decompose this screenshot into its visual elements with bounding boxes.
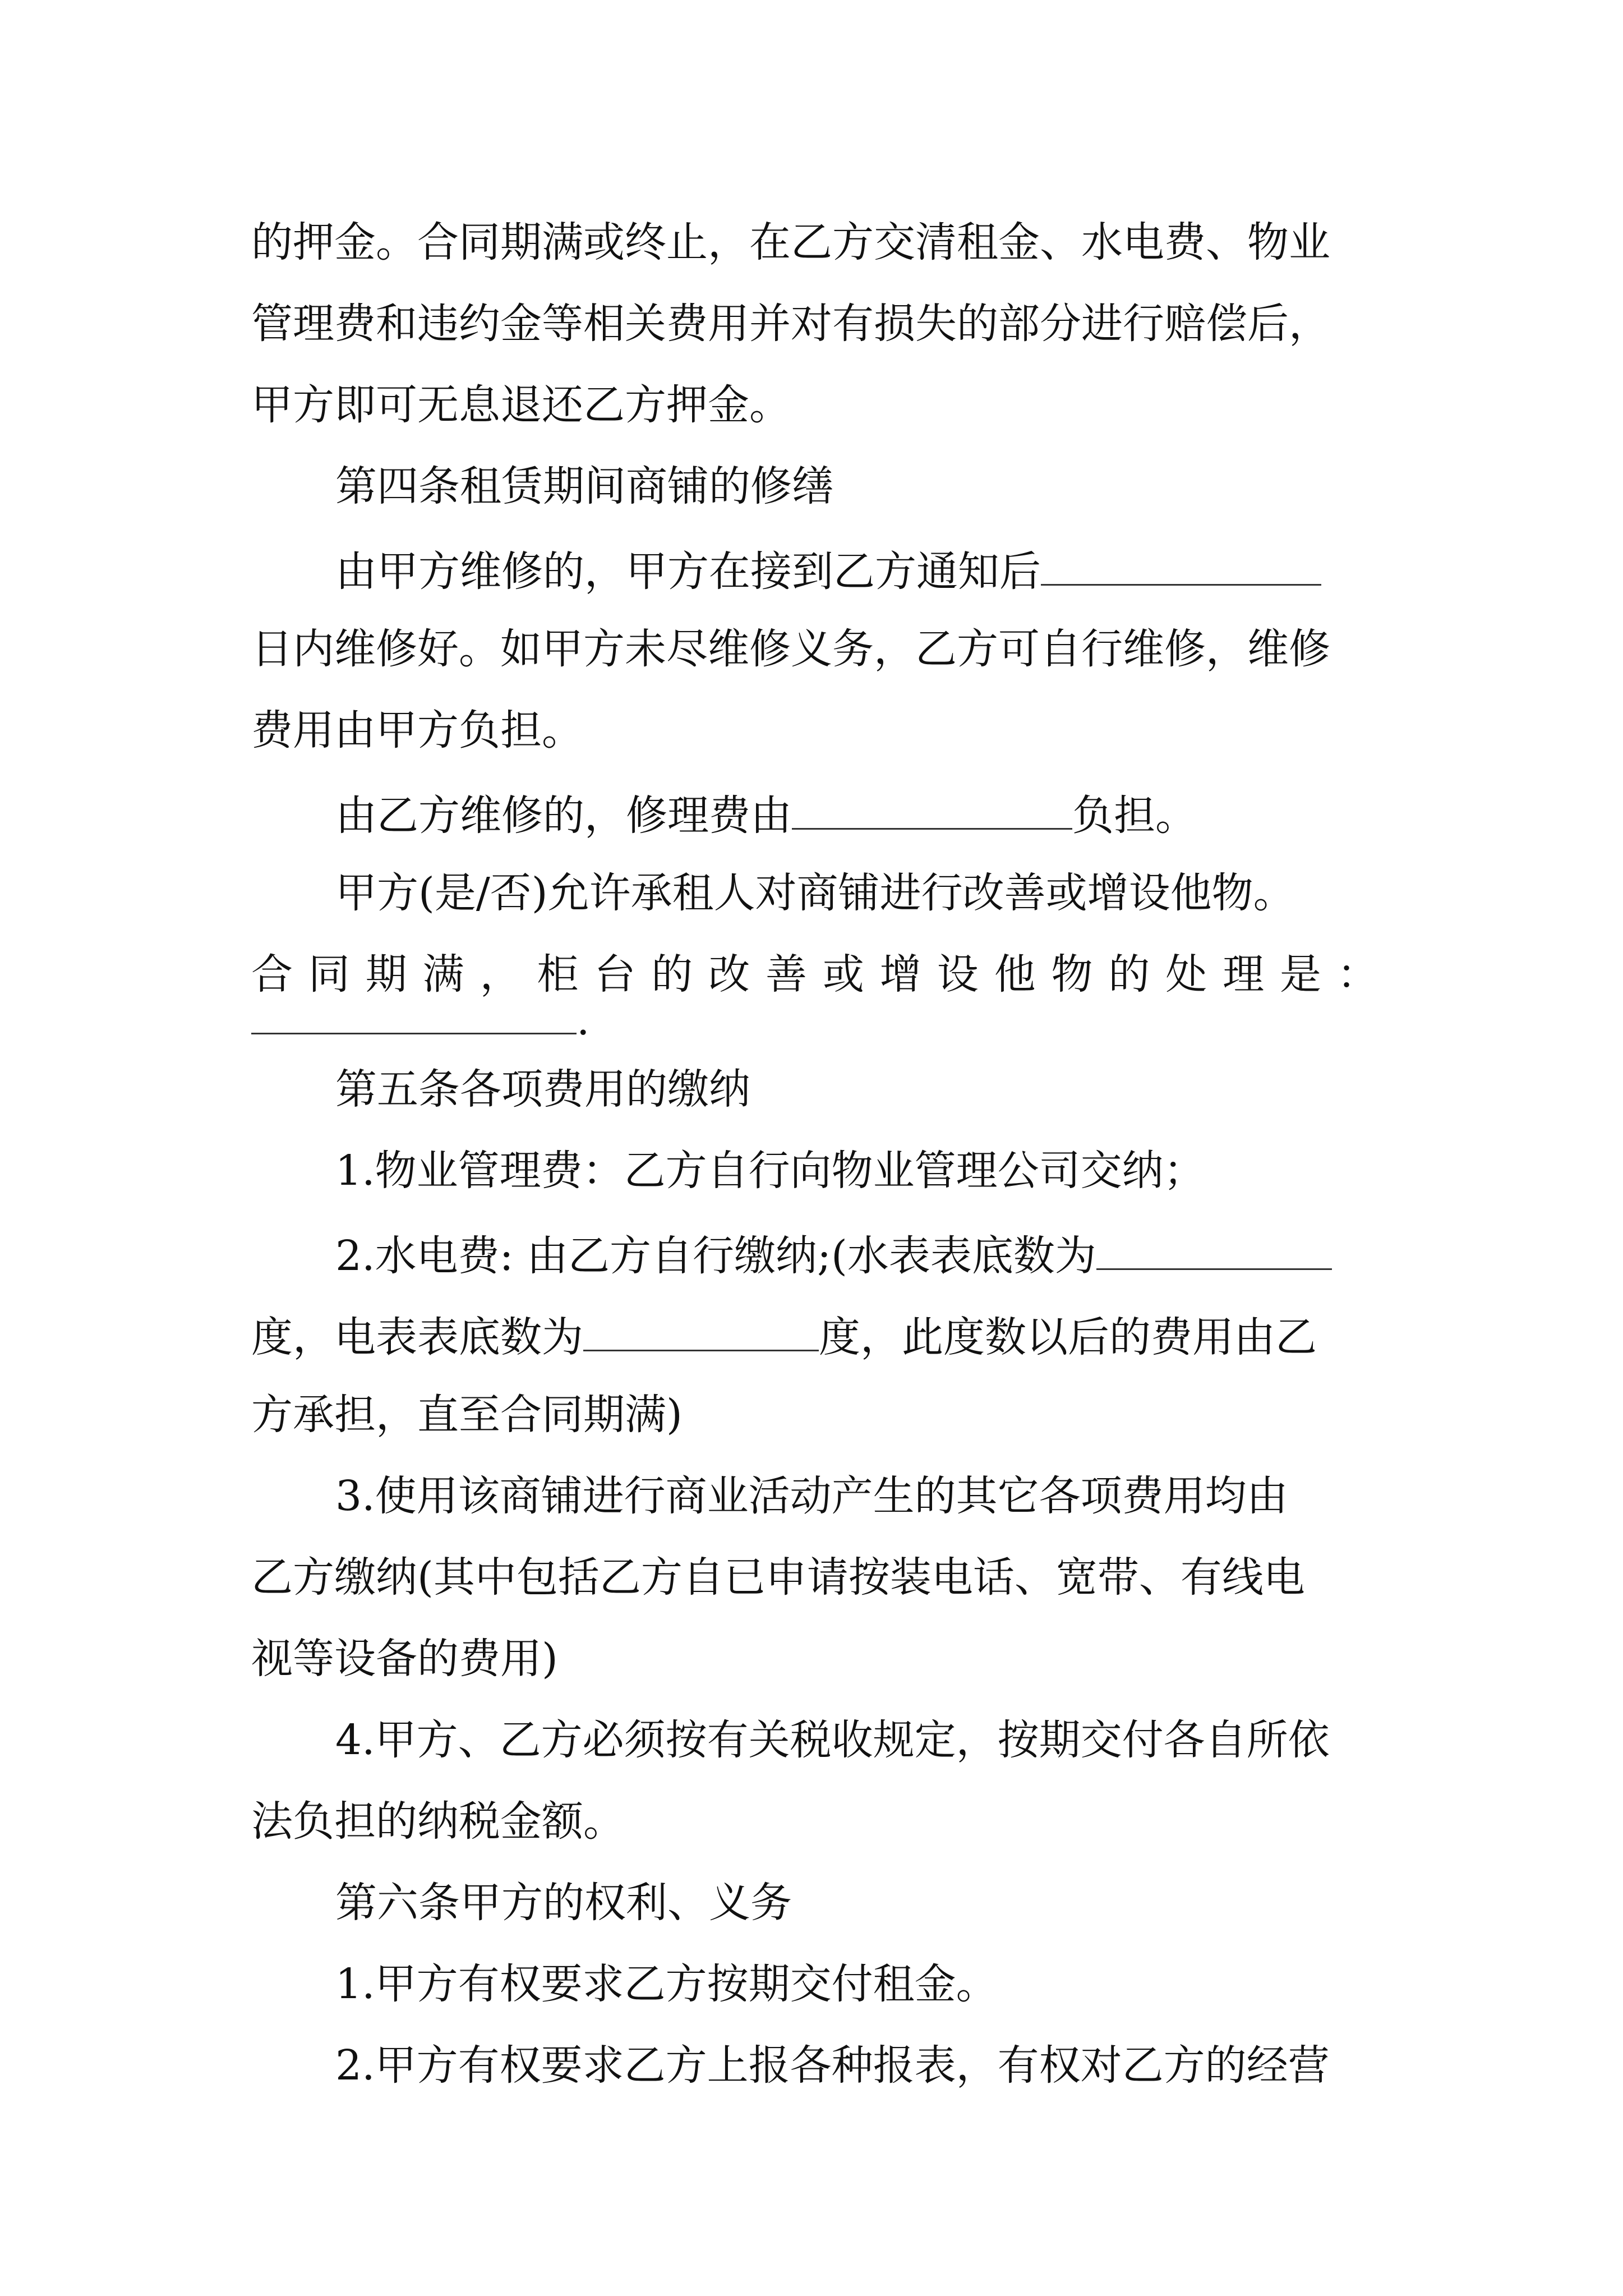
line-text: 2.水电费: 由乙方自行缴纳;(水表表底数为 xyxy=(335,1232,1096,1280)
line-text: 度，电表表底数为 xyxy=(251,1313,583,1361)
paragraph-line: 的押金。合同期满或终止，在乙方交清租金、水电费、物业 xyxy=(251,218,1330,266)
section-heading: 第四条租赁期间商铺的修缮 xyxy=(335,462,833,510)
paragraph-line: 法负担的纳税金额。 xyxy=(251,1797,625,1846)
char: 他 xyxy=(994,950,1036,999)
line-text: 由乙方维修的，修理费由 xyxy=(335,792,792,840)
char: 的 xyxy=(651,950,693,999)
fill-in-blank xyxy=(1041,547,1321,586)
char: 增 xyxy=(879,950,921,999)
char: 期 xyxy=(365,950,407,999)
char: 理 xyxy=(1223,950,1265,999)
paragraph-line xyxy=(335,547,1321,596)
char: 合 xyxy=(251,950,293,999)
fill-in-blank xyxy=(251,996,577,1034)
char: 物 xyxy=(1051,950,1093,999)
paragraph-line: 1.甲方有权要求乙方按期交付租金。 xyxy=(335,1960,998,2008)
char: ： xyxy=(1336,950,1378,999)
paragraph-line: 日内维修好。如甲方未尽维修义务，乙方可自行维修，维修 xyxy=(251,625,1330,673)
paragraph-line: 管理费和违约金等相关费用并对有损失的部分进行赔偿后， xyxy=(251,300,1330,348)
char: 同 xyxy=(308,950,350,999)
paragraph-line: 甲方(是/否)允许承租人对商铺进行改善或增设他物。 xyxy=(335,869,1295,917)
char: 满 xyxy=(422,950,464,999)
paragraph-line: 费用由甲方负担。 xyxy=(251,706,583,754)
line-text: . xyxy=(577,996,590,1045)
justified-line xyxy=(251,950,1378,999)
paragraph-line: 4.甲方、乙方必须按有关税收规定，按期交付各自所依 xyxy=(335,1716,1330,1764)
char: 或 xyxy=(822,950,864,999)
char: 台 xyxy=(594,950,636,999)
paragraph-line xyxy=(335,1231,1332,1280)
fill-in-blank xyxy=(1096,1231,1332,1270)
paragraph-line: 视等设备的费用) xyxy=(251,1635,558,1683)
section-heading: 第六条甲方的权利、义务 xyxy=(335,1879,792,1927)
paragraph-line: 甲方即可无息退还乙方押金。 xyxy=(251,381,791,429)
section-heading: 第五条各项费用的缴纳 xyxy=(335,1065,750,1114)
char: 柜 xyxy=(537,950,579,999)
paragraph-line: 方承担，直至合同期满) xyxy=(251,1391,683,1439)
paragraph-line xyxy=(251,1313,1317,1361)
paragraph-line xyxy=(335,791,1197,840)
char: 的 xyxy=(1108,950,1150,999)
line-text: 由甲方维修的，甲方在接到乙方通知后 xyxy=(335,547,1041,596)
char: 改 xyxy=(708,950,750,999)
line-text: 度，此度数以后的费用由乙 xyxy=(819,1313,1317,1361)
char: 设 xyxy=(937,950,979,999)
char: 处 xyxy=(1165,950,1207,999)
fill-in-blank xyxy=(792,791,1072,830)
char: 是 xyxy=(1280,950,1322,999)
paragraph-line: 3.使用该商铺进行商业活动产生的其它各项费用均由 xyxy=(335,1472,1288,1520)
paragraph-line: 2.甲方有权要求乙方上报各种报表，有权对乙方的经营 xyxy=(335,2041,1330,2090)
char: 善 xyxy=(766,950,808,999)
char: ， xyxy=(479,950,522,999)
fill-in-blank xyxy=(583,1313,819,1351)
paragraph-line: 1.物业管理费：乙方自行向物业管理公司交纳； xyxy=(335,1147,1205,1195)
line-text: 负担。 xyxy=(1072,792,1197,840)
paragraph-line xyxy=(251,996,590,1045)
paragraph-line: 乙方缴纳(其中包括乙方自已申请按装电话、宽带、有线电 xyxy=(251,1553,1305,1602)
